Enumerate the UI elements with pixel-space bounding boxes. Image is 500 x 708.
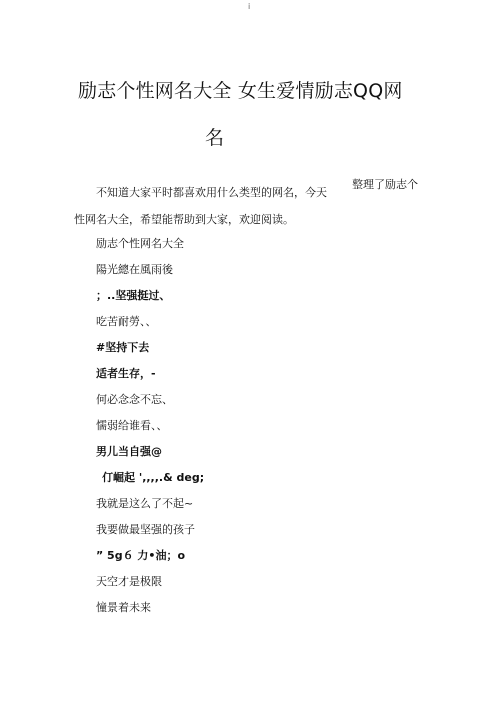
list-item: 仃崛起 ',,,,.& deg; <box>102 471 205 484</box>
list-item: 吃苦耐勞、、 <box>96 315 157 328</box>
list-item: 陽光總在風雨後 <box>96 263 173 276</box>
side-note: 整理了励志个 <box>352 178 418 191</box>
list-item: 我要做最坚强的孩子 <box>96 523 195 536</box>
page-mark: i <box>248 2 251 11</box>
list-item: ；..坚强挺过、 <box>96 289 171 302</box>
document-title-line-1: 励志个性网名大全 女生爱情励志QQ网 <box>78 80 403 102</box>
list-item: 懦弱给谁看、、 <box>96 419 168 432</box>
document-title-line-2: 名 <box>205 127 225 149</box>
intro-line-2: 性网名大全，希望能帮助到大家，欢迎阅读。 <box>74 213 294 226</box>
intro-line-1: 不知道大家平时都喜欢用什么类型的网名，今天 <box>96 186 327 199</box>
list-item: 我就是这么了不起~ <box>96 497 194 510</box>
list-item: 适者生存，- <box>96 367 156 380</box>
list-item: 男儿当自强@ <box>96 445 162 458</box>
list-item: 天空才是极限 <box>96 575 162 588</box>
nickname-list <box>96 237 204 627</box>
list-item: 励志个性网名大全 <box>96 237 184 250</box>
list-item: #坚持下去 <box>96 341 150 354</box>
list-item: ” 5g６ 力•油；o <box>96 549 186 562</box>
list-item: 憧景着未来 <box>96 601 151 614</box>
list-item: 何必念念不忘、 <box>96 393 173 406</box>
